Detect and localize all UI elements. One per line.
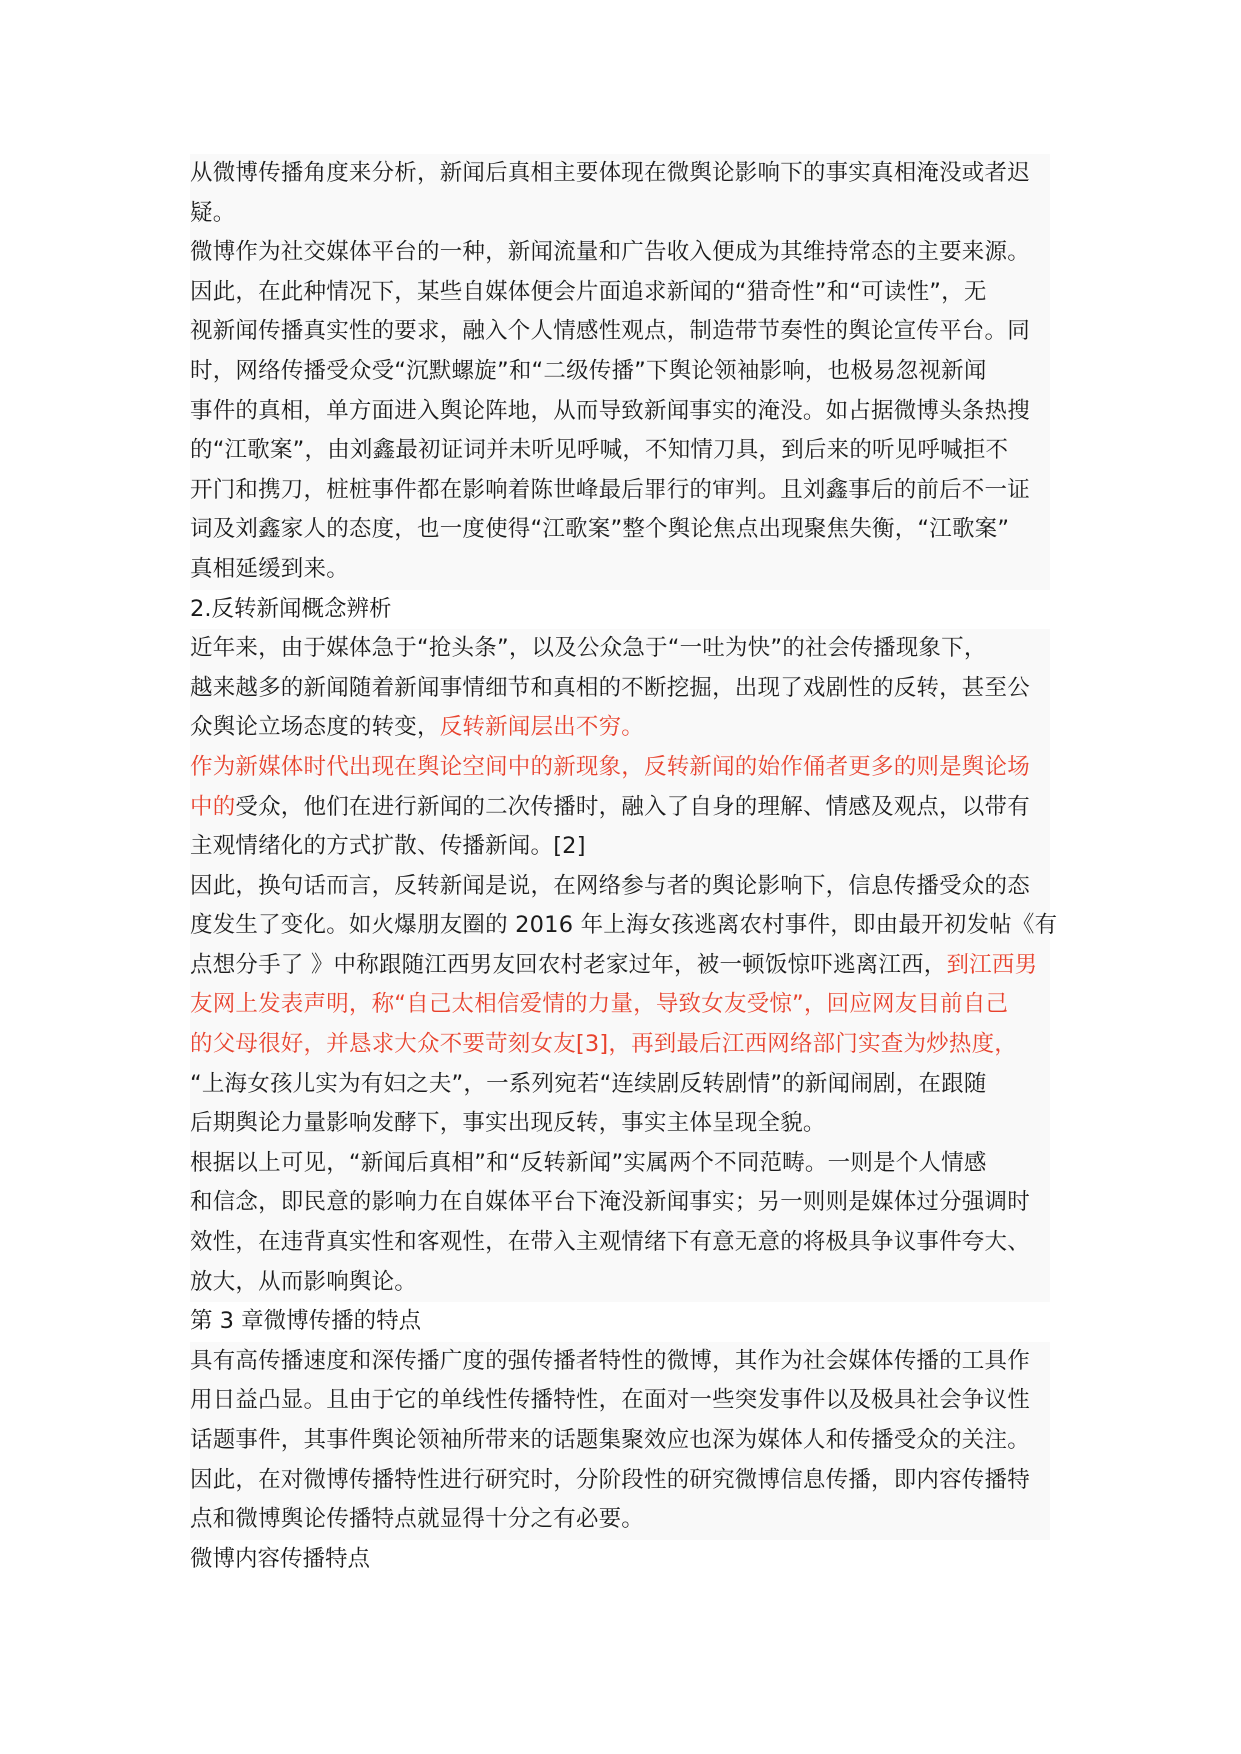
text-line: [190, 194, 1044, 234]
highlighted-text: 的父母很好，并恳求大众不要苛刻女友[3]，再到最后江西网络部门实查为炒热度，: [190, 1031, 1017, 1058]
text-run: 词及刘鑫家人的态度，也一度使得“江歌案”整个舆论焦点出现聚焦失衡，“江歌案”: [190, 516, 1010, 543]
text-line: [190, 312, 1044, 352]
text-line: [190, 1263, 1044, 1303]
section-heading: 2.反转新闻概念辨析: [190, 590, 1050, 630]
text-line: [190, 510, 1044, 550]
text-line: [190, 431, 1044, 471]
text-run: 主观情绪化的方式扩散、传播新闻。[2]: [190, 833, 586, 860]
text-line: [190, 550, 1044, 590]
text-run: 点想分手了 》中称跟随江西男友回农村老家过年，被一顿饭惊吓逃离江西，: [190, 951, 947, 978]
text-run: 的“江歌案”，由刘鑫最初证词并未听见呼喊，不知情刀具，到后来的听见呼喊拒不: [190, 437, 1009, 464]
text-run: 从微博传播角度来分析，新闻后真相主要体现在微舆论影响下的事实真相淹没或者迟: [190, 160, 1030, 186]
text-line: [190, 1381, 1044, 1421]
paragraph: [190, 1144, 1050, 1302]
text-run: 受众，他们在进行新闻的二次传播时，融入了自身的理解、情感及观点，以带有: [235, 793, 1030, 820]
text-line: [190, 1065, 1044, 1105]
text-run: 事件的真相，单方面进入舆论阵地，从而导致新闻事实的淹没。如占据微博头条热搜: [190, 397, 1030, 424]
text-run: 点和微博舆论传播特点就显得十分之有必要。: [190, 1506, 645, 1533]
text-line: [190, 827, 1044, 867]
text-run: 话题事件，其事件舆论领袖所带来的话题集聚效应也深为媒体人和传播受众的关注。: [190, 1427, 1030, 1453]
text-run: 众舆论立场态度的转变，: [190, 714, 440, 741]
text-run: 因此，在此种情况下，某些自媒体便会片面追求新闻的“猎奇性”和“可读性”，无: [190, 278, 987, 305]
text-line: [190, 985, 1044, 1025]
text-line: [190, 708, 1044, 748]
text-run: 和信念，即民意的影响力在自媒体平台下淹没新闻事实；另一则则是媒体过分强调时: [190, 1189, 1030, 1216]
text-line: [190, 233, 1044, 273]
text-line: [190, 906, 1058, 946]
paragraph: [190, 1342, 1050, 1461]
text-line: [190, 946, 1044, 986]
text-run: 效性，在违背真实性和客观性，在带入主观情绪下有意无意的将极具争议事件夸大、: [190, 1229, 1030, 1256]
text-line: [190, 1500, 1044, 1540]
text-run: 用日益凸显。且由于它的单线性传播特性，在面对一些突发事件以及极具社会争议性: [190, 1387, 1030, 1414]
text-run: 根据以上可见，“新闻后真相”和“反转新闻”实属两个不同范畴。一则是个人情感: [190, 1149, 987, 1176]
text-line: [190, 788, 1044, 828]
text-run: 时，网络传播受众受“沉默螺旋”和“二级传播”下舆论领袖影响，也极易忽视新闻: [190, 357, 987, 384]
text-line: [190, 1144, 1044, 1184]
text-line: [190, 669, 1044, 709]
text-run: 具有高传播速度和深传播广度的强传播者特性的微博，其作为社会媒体传播的工具作: [190, 1347, 1030, 1374]
paragraph: [190, 748, 1050, 867]
text-line: [190, 154, 1044, 194]
highlighted-text: 反转新闻层出不穷。: [439, 714, 645, 741]
section-heading: 微博内容传播特点: [190, 1540, 1050, 1580]
text-run: 开门和携刀，桩桩事件都在影响着陈世峰最后罪行的审判。且刘鑫事后的前后不一证: [190, 476, 1030, 503]
text-line: [190, 1104, 1044, 1144]
text-line: [190, 867, 1044, 907]
text-run: 疑。: [190, 199, 236, 226]
text-run: 因此，换句话而言，反转新闻是说，在网络参与者的舆论影响下，信息传播受众的态: [190, 872, 1030, 899]
text-line: [190, 748, 1044, 788]
highlighted-text: 中的: [190, 793, 236, 820]
text-line: [190, 1421, 1044, 1461]
text-line: [190, 1025, 1044, 1065]
paragraph: [190, 629, 1050, 748]
text-run: 越来越多的新闻随着新闻事情细节和真相的不断挖掘，出现了戏剧性的反转，甚至公: [190, 674, 1030, 701]
text-line: [190, 352, 1044, 392]
section-heading: 第 3 章微博传播的特点: [190, 1302, 1050, 1342]
text-line: [190, 273, 1044, 313]
text-line: [190, 1183, 1044, 1223]
highlighted-text: 友网上发表声明，称“自己太相信爱情的力量，导致女友受惊”，回应网友目前自己: [190, 991, 1009, 1018]
document-body: [190, 154, 1058, 1579]
text-run: 微博作为社交媒体平台的一种，新闻流量和广告收入便成为其维持常态的主要来源。: [190, 239, 1030, 266]
text-run: 真相延缓到来。: [190, 555, 349, 582]
text-run: 后期舆论力量影响发酵下，事实出现反转，事实主体呈现全貌。: [190, 1110, 826, 1137]
text-run: 放大，从而影响舆论。: [190, 1268, 418, 1295]
text-line: [190, 392, 1044, 432]
text-line: [190, 1342, 1044, 1382]
text-run: 近年来，由于媒体急于“抢头条”，以及公众急于“一吐为快”的社会传播现象下，: [190, 635, 987, 662]
text-line: [190, 1461, 1044, 1501]
text-run: 度发生了变化。如火爆朋友圈的 2016 年上海女孩逃离农村事件，即由最开初发帖《有: [190, 912, 1058, 939]
text-run: 因此，在对微博传播特性进行研究时，分阶段性的研究微博信息传播，即内容传播特: [190, 1466, 1030, 1493]
text-run: “上海女孩儿实为有妇之夫”，一系列宛若“连续剧反转剧情”的新闻闹剧，在跟随: [190, 1070, 987, 1097]
paragraph: [190, 233, 1050, 589]
paragraph: [190, 1461, 1050, 1540]
text-run: 视新闻传播真实性的要求，融入个人情感性观点，制造带节奏性的舆论宣传平台。同: [190, 318, 1030, 345]
paragraph: [190, 154, 1050, 233]
highlighted-text: 到江西男: [946, 951, 1038, 978]
text-line: [190, 471, 1044, 511]
text-line: [190, 629, 1044, 669]
highlighted-text: 作为新媒体时代出现在舆论空间中的新现象，反转新闻的始作俑者更多的则是舆论场: [190, 753, 1030, 780]
text-line: [190, 1223, 1044, 1263]
paragraph: [190, 867, 1058, 1144]
